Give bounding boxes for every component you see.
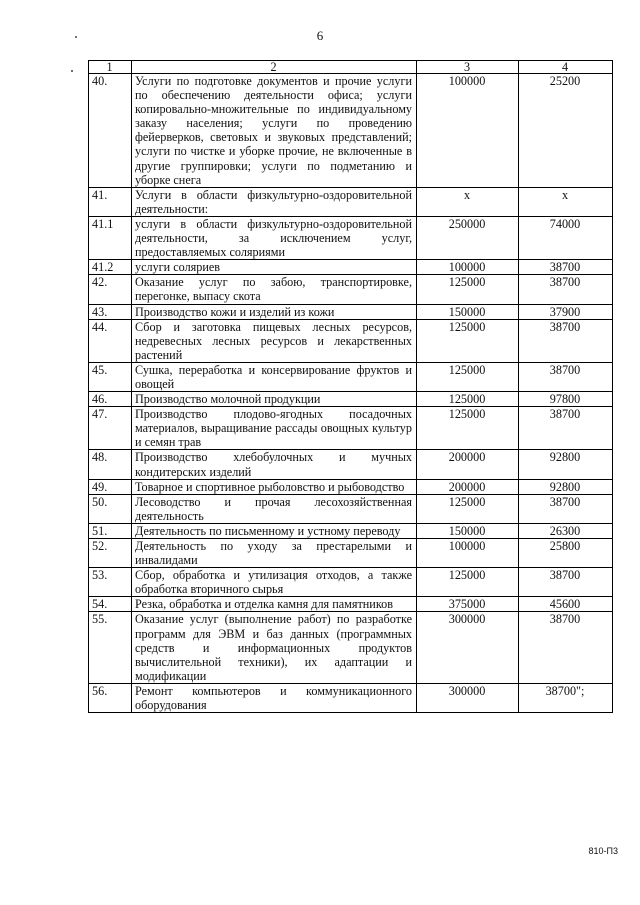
table-row (89, 523, 613, 538)
header-col-4: 4 (519, 61, 613, 74)
value-col-4-cell: 25200 (519, 74, 613, 188)
value-col-3-cell: 100000 (417, 260, 519, 275)
table-row (89, 479, 613, 494)
value-col-4-cell: 25800 (519, 539, 613, 568)
value-col-4-cell: 38700"; (519, 683, 613, 712)
service-description-cell: услуги соляриев (132, 260, 417, 275)
value-col-4-cell: 38700 (519, 407, 613, 450)
service-description-cell: Производство плодово-ягодных посадочных материалов, выращивание рассады овощных культур и семян трав (132, 407, 417, 450)
header-row (89, 61, 613, 74)
value-col-4-cell: 38700 (519, 612, 613, 683)
row-number-cell: 43. (89, 304, 132, 319)
row-number-cell: 56. (89, 683, 132, 712)
table-row (89, 683, 613, 712)
row-number-cell: 50. (89, 494, 132, 523)
service-description-cell: Оказание услуг по забою, транспортировке, перегонке, выпасу скота (132, 275, 417, 304)
value-col-4-cell: 37900 (519, 304, 613, 319)
value-col-4-cell: 26300 (519, 523, 613, 538)
service-description-cell: Деятельность по уходу за престарелыми и инвалидами (132, 539, 417, 568)
scan-speck (71, 70, 73, 72)
value-col-3-cell: 125000 (417, 275, 519, 304)
table-row (89, 597, 613, 612)
value-col-4-cell: 38700 (519, 568, 613, 597)
footer-code: 810-П3 (588, 846, 618, 856)
value-col-3-cell: 125000 (417, 362, 519, 391)
value-col-4-cell: 38700 (519, 275, 613, 304)
row-number-cell: 42. (89, 275, 132, 304)
table-row (89, 260, 613, 275)
service-description-cell: Сбор, обработка и утилизация отходов, а также обработка вторичного сырья (132, 568, 417, 597)
service-description-cell: Ремонт компьютеров и коммуникационного оборудования (132, 683, 417, 712)
value-col-3-cell: 200000 (417, 450, 519, 479)
value-col-3-cell: 150000 (417, 304, 519, 319)
service-description-cell: Лесоводство и прочая лесохозяйственная деятельность (132, 494, 417, 523)
value-col-3-cell: 375000 (417, 597, 519, 612)
table-row (89, 494, 613, 523)
row-number-cell: 44. (89, 319, 132, 362)
value-col-4-cell: x (519, 187, 613, 216)
value-col-4-cell: 74000 (519, 216, 613, 259)
row-number-cell: 40. (89, 74, 132, 188)
row-number-cell: 45. (89, 362, 132, 391)
row-number-cell: 47. (89, 407, 132, 450)
scan-speck (75, 36, 77, 38)
service-description-cell: Производство хлебобулочных и мучных кондитерских изделий (132, 450, 417, 479)
value-col-4-cell: 38700 (519, 260, 613, 275)
value-col-3-cell: 125000 (417, 319, 519, 362)
value-col-4-cell: 38700 (519, 362, 613, 391)
value-col-3-cell: 100000 (417, 74, 519, 188)
row-number-cell: 41.1 (89, 216, 132, 259)
service-description-cell: Сбор и заготовка пищевых лесных ресурсов, недревесных лесных ресурсов и лекарственных растений (132, 319, 417, 362)
value-col-3-cell: 125000 (417, 494, 519, 523)
value-col-3-cell: x (417, 187, 519, 216)
table-row (89, 216, 613, 259)
table-row (89, 304, 613, 319)
row-number-cell: 53. (89, 568, 132, 597)
value-col-4-cell: 45600 (519, 597, 613, 612)
service-description-cell: Деятельность по письменному и устному переводу (132, 523, 417, 538)
value-col-3-cell: 150000 (417, 523, 519, 538)
row-number-cell: 52. (89, 539, 132, 568)
table-row (89, 450, 613, 479)
row-number-cell: 51. (89, 523, 132, 538)
table-row (89, 407, 613, 450)
header-col-1: 1 (89, 61, 132, 74)
row-number-cell: 46. (89, 392, 132, 407)
service-description-cell: Услуги в области физкультурно-оздоровительной деятельности: (132, 187, 417, 216)
table-row (89, 187, 613, 216)
table-row (89, 568, 613, 597)
value-col-3-cell: 125000 (417, 568, 519, 597)
table-row (89, 539, 613, 568)
row-number-cell: 55. (89, 612, 132, 683)
table-row (89, 74, 613, 188)
table-row (89, 362, 613, 391)
value-col-4-cell: 38700 (519, 494, 613, 523)
value-col-4-cell: 92800 (519, 450, 613, 479)
row-number-cell: 49. (89, 479, 132, 494)
value-col-4-cell: 38700 (519, 319, 613, 362)
table-row (89, 392, 613, 407)
value-col-3-cell: 300000 (417, 683, 519, 712)
row-number-cell: 41. (89, 187, 132, 216)
services-table (88, 60, 613, 713)
service-description-cell: Услуги по подготовке документов и прочие услуги по обеспечению деятельности офиса; услуги копировально-множительные по индивидуальному заказу населения; услуги по проведению фейерверков, световых и звуковых представлений; услуги по чистке и уборке прочие, не включенные в другие группировки; услуги по подметанию и уборке снега (132, 74, 417, 188)
row-number-cell: 54. (89, 597, 132, 612)
value-col-3-cell: 125000 (417, 392, 519, 407)
value-col-3-cell: 125000 (417, 407, 519, 450)
service-description-cell: Сушка, переработка и консервирование фруктов и овощей (132, 362, 417, 391)
service-description-cell: Резка, обработка и отделка камня для памятников (132, 597, 417, 612)
service-description-cell: Производство молочной продукции (132, 392, 417, 407)
value-col-3-cell: 100000 (417, 539, 519, 568)
header-col-3: 3 (417, 61, 519, 74)
service-description-cell: услуги в области физкультурно-оздоровительной деятельности, за исключением услуг, предоставляемых соляриями (132, 216, 417, 259)
row-number-cell: 48. (89, 450, 132, 479)
value-col-3-cell: 300000 (417, 612, 519, 683)
service-description-cell: Производство кожи и изделий из кожи (132, 304, 417, 319)
table-row (89, 275, 613, 304)
page-number: 6 (316, 28, 324, 43)
service-description-cell: Оказание услуг (выполнение работ) по разработке программ для ЭВМ и баз данных (программных средств и информационных продуктов вычислительной техники), их адаптации и модификации (132, 612, 417, 683)
header-col-2: 2 (132, 61, 417, 74)
value-col-3-cell: 250000 (417, 216, 519, 259)
row-number-cell: 41.2 (89, 260, 132, 275)
service-description-cell: Товарное и спортивное рыболовство и рыбоводство (132, 479, 417, 494)
table-row (89, 612, 613, 683)
table-row (89, 319, 613, 362)
value-col-3-cell: 200000 (417, 479, 519, 494)
value-col-4-cell: 92800 (519, 479, 613, 494)
value-col-4-cell: 97800 (519, 392, 613, 407)
